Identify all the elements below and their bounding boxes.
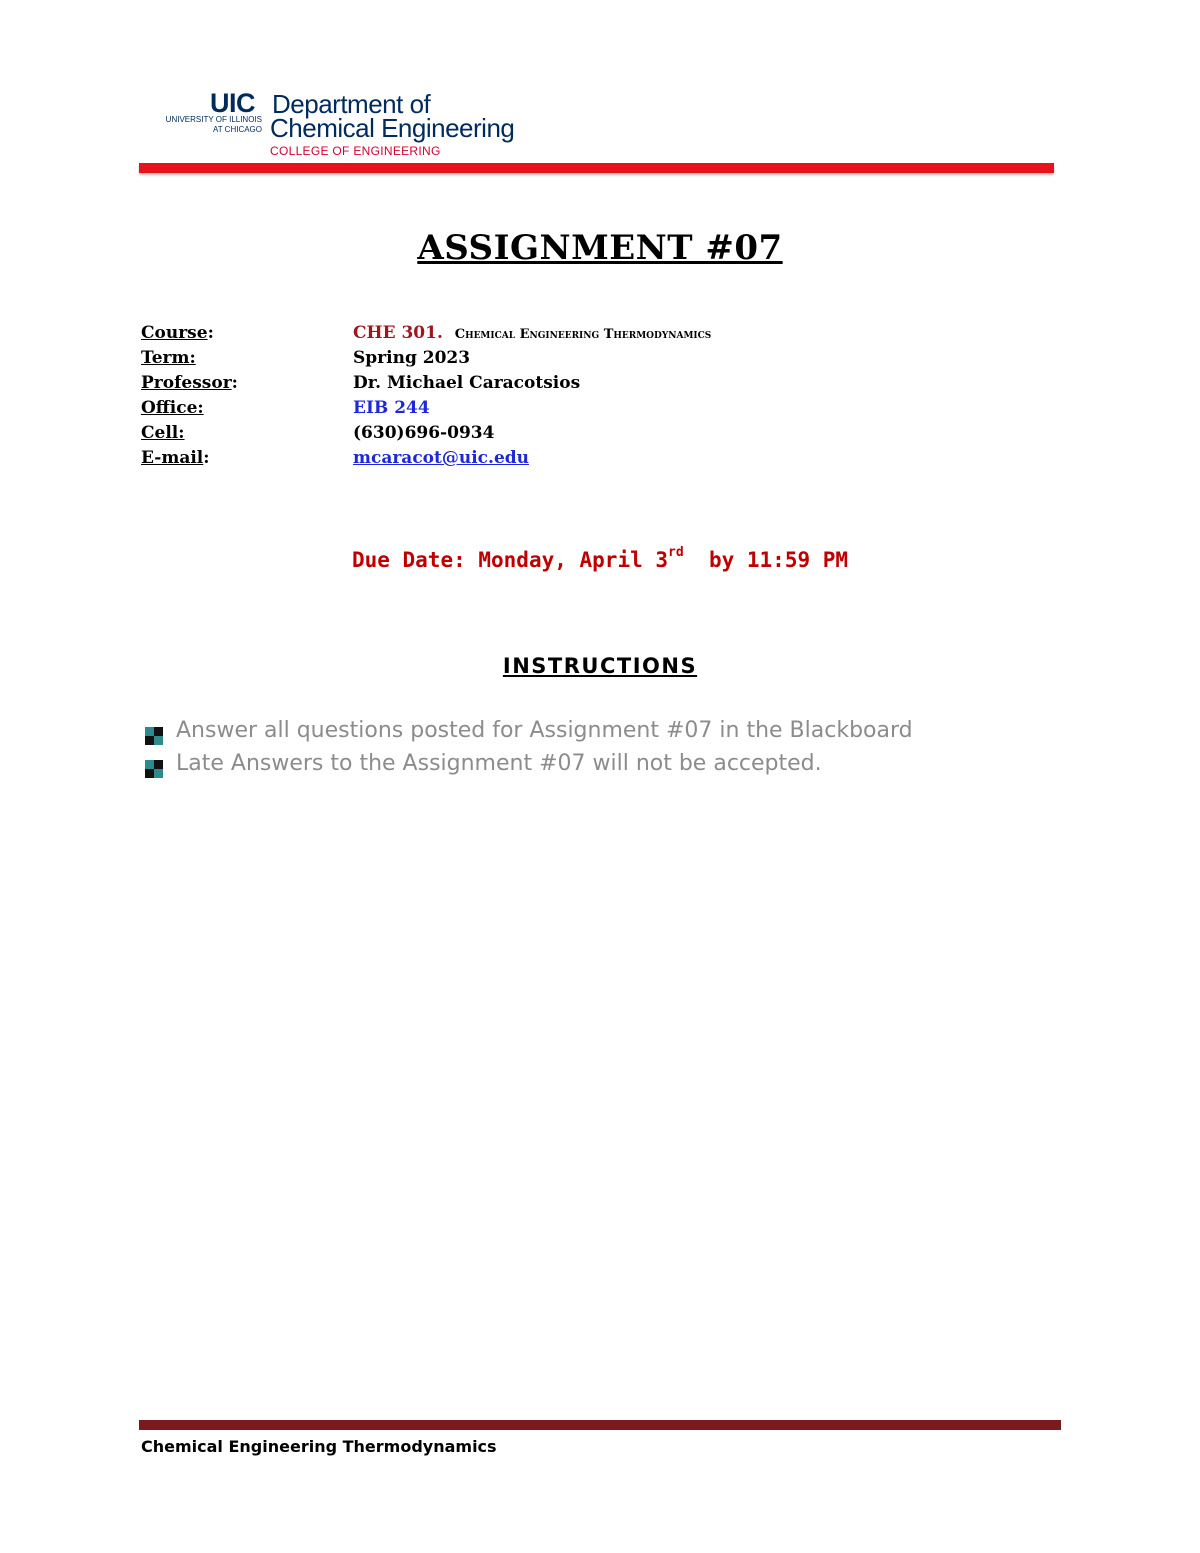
email-label-text: E-mail <box>141 448 204 468</box>
footer-text: Chemical Engineering Thermodynamics <box>141 1437 497 1456</box>
due-date-time: by 11:59 PM <box>708 548 849 572</box>
office-label <box>141 398 204 418</box>
professor-label: Professor: <box>141 373 238 393</box>
logo-university <box>158 115 262 135</box>
logo-uic: UIC <box>210 88 255 118</box>
office-label-text: Office: <box>141 398 204 418</box>
logo-dept-line2: Chemical Engineering <box>270 113 515 143</box>
assignment-title: ASSIGNMENT #07 <box>417 228 783 268</box>
cell-label <box>141 423 185 443</box>
due-date-text: Due Date: Monday, April 3 <box>351 548 669 572</box>
footer-divider <box>139 1420 1061 1430</box>
uic-logo <box>158 88 515 160</box>
checkered-bullet-icon <box>145 727 163 745</box>
office-value: EIB 244 <box>353 398 430 418</box>
cell-value: (630)696-0934 <box>353 423 495 443</box>
professor-label-text: Professor <box>141 373 232 393</box>
professor-value: Dr. Michael Caracotsios <box>353 373 581 393</box>
term-label <box>141 348 196 368</box>
email-link[interactable]: mcaracot@uic.edu <box>353 448 530 468</box>
instruction-text: Answer all questions posted for Assignment #07 in the Blackboard <box>176 718 913 743</box>
checkered-bullet-icon <box>145 760 163 778</box>
course-name: Chemical Engineering Thermodynamics <box>454 327 712 342</box>
logo-dept-line1: Department of <box>272 89 431 119</box>
logo-university-line2: AT CHICAGO <box>212 125 262 134</box>
course-label: Course: <box>141 323 214 343</box>
course-code: CHE 301. <box>353 323 443 343</box>
term-label-text: Term: <box>141 348 196 368</box>
due-date <box>0 545 1200 572</box>
cell-label-text: Cell: <box>141 423 185 443</box>
course-value <box>353 323 711 343</box>
logo-university-line1: UNIVERSITY OF ILLINOIS <box>165 115 262 124</box>
logo-college: COLLEGE OF ENGINEERING <box>270 144 441 158</box>
course-label-text: Course <box>141 323 208 343</box>
email-label: E-mail: <box>141 448 210 468</box>
instruction-text: Late Answers to the Assignment #07 will not be accepted. <box>176 751 822 776</box>
instructions-heading: INSTRUCTIONS <box>502 654 698 678</box>
term-value: Spring 2023 <box>353 348 471 368</box>
due-date-ordinal: rd <box>668 545 684 560</box>
header-divider <box>139 163 1054 173</box>
